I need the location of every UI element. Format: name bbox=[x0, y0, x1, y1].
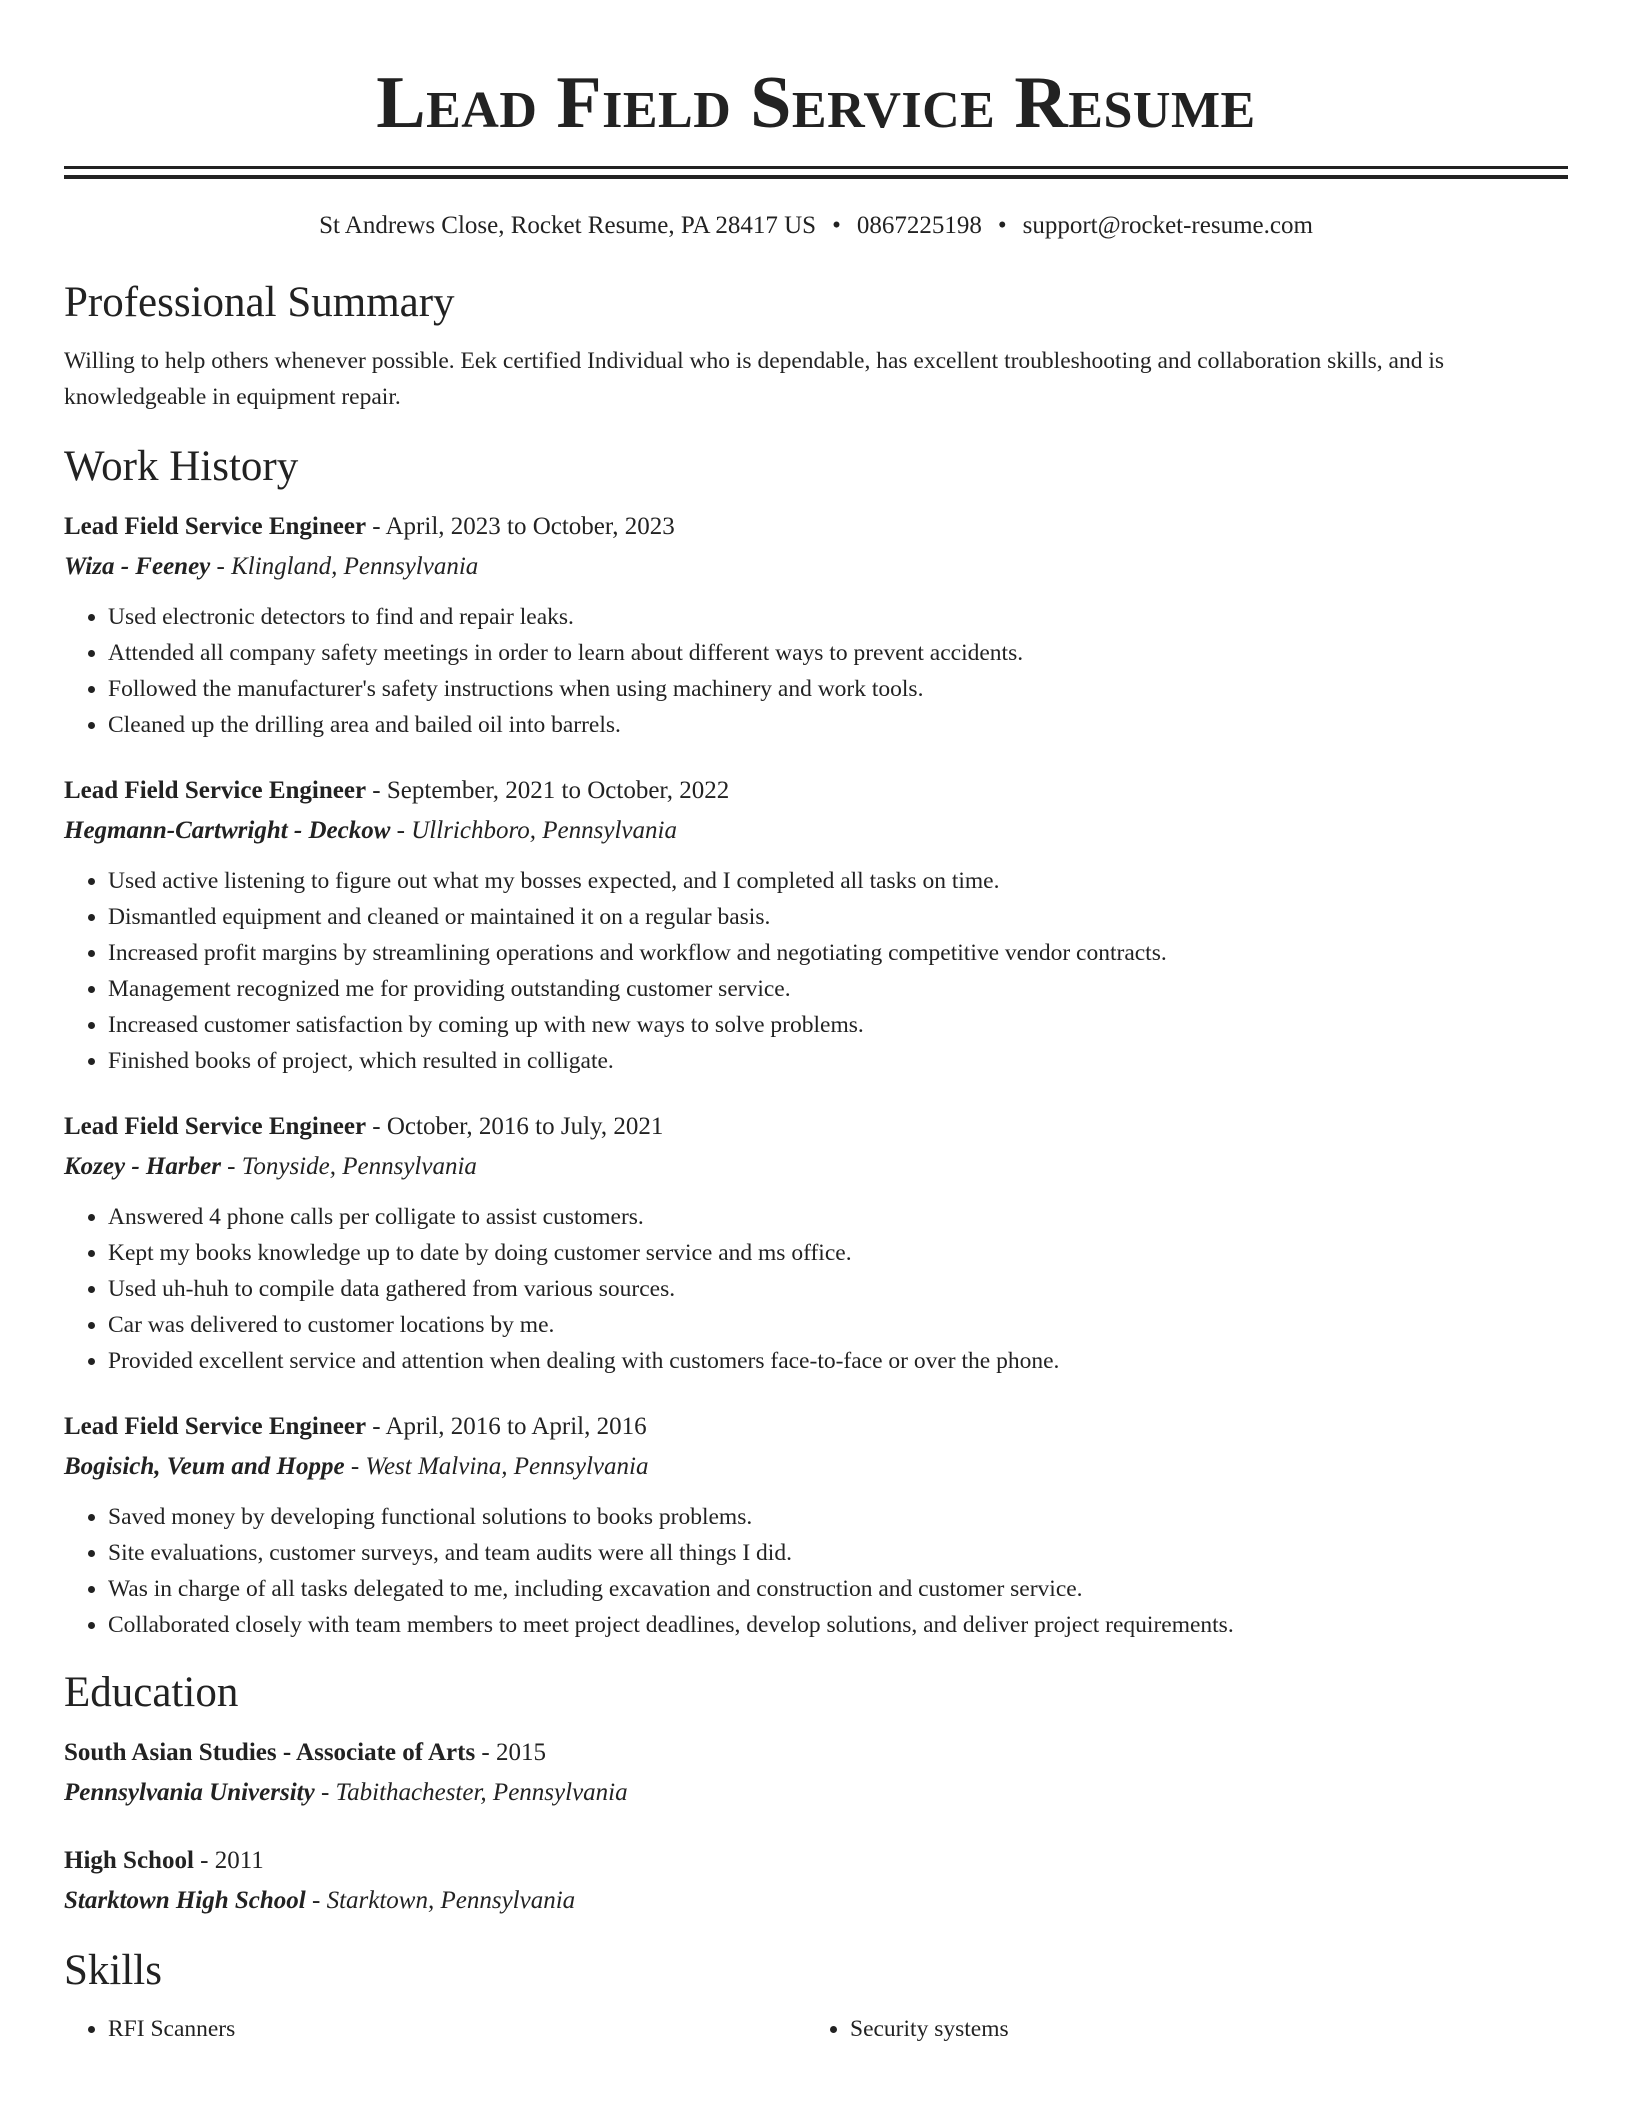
job-bullet: • Followed the manufacturer's safety instructions when using machinery and work tools. bbox=[108, 671, 1568, 707]
skills-heading: Skills bbox=[64, 1947, 162, 1994]
job-title: Lead Field Service Engineer bbox=[64, 777, 367, 804]
job-bullet: • Attended all company safety meetings in order to learn about different ways to prevent accidents. bbox=[108, 635, 1568, 671]
job-employer bbox=[64, 1147, 1568, 1187]
title-divider-top bbox=[64, 166, 1568, 169]
skills-column-left bbox=[64, 2011, 806, 2047]
contact-email: support@rocket-resume.com bbox=[1022, 212, 1313, 239]
job-title: Lead Field Service Engineer bbox=[64, 1413, 367, 1440]
job-bullet: • Site evaluations, customer surveys, and team audits were all things I did. bbox=[108, 1535, 1568, 1571]
job-entry bbox=[64, 507, 1568, 743]
contact-address: St Andrews Close, Rocket Resume, PA 28417 US bbox=[319, 212, 817, 239]
job-bullet: • Management recognized me for providing outstanding customer service. bbox=[108, 971, 1568, 1007]
skills-list bbox=[64, 2011, 1568, 2047]
job-bullet: • Dismantled equipment and cleaned or maintained it on a regular basis. bbox=[108, 899, 1568, 935]
job-bullet: • Saved money by developing functional solutions to books problems. bbox=[108, 1499, 1568, 1535]
job-bullet: • Increased customer satisfaction by coming up with new ways to solve problems. bbox=[108, 1007, 1568, 1043]
education-year: - 2011 bbox=[193, 1847, 264, 1874]
skill-item: • RFI Scanners bbox=[108, 2011, 806, 2047]
job-bullet: • Answered 4 phone calls per colligate to assist customers. bbox=[108, 1199, 1568, 1235]
education-school-line bbox=[64, 1773, 1568, 1813]
skill-item: • Security systems bbox=[850, 2011, 1548, 2047]
skills-column-right bbox=[806, 2011, 1548, 2047]
job-bullets bbox=[64, 863, 1568, 1079]
job-location: - Ullrichboro, Pennsylvania bbox=[390, 817, 677, 844]
job-heading bbox=[64, 507, 1568, 547]
job-bullet: • Increased profit margins by streamlining operations and workflow and negotiating competitive vendor contracts. bbox=[108, 935, 1568, 971]
job-employer bbox=[64, 1447, 1568, 1487]
job-heading bbox=[64, 1107, 1568, 1147]
job-dates: - April, 2016 to April, 2016 bbox=[366, 1413, 647, 1440]
job-company: Bogisich, Veum and Hoppe bbox=[64, 1453, 345, 1480]
job-bullets bbox=[64, 599, 1568, 743]
job-bullet: • Finished books of project, which resulted in colligate. bbox=[108, 1043, 1568, 1079]
job-bullets bbox=[64, 1199, 1568, 1379]
job-entry bbox=[64, 1107, 1568, 1379]
job-employer bbox=[64, 811, 1568, 851]
education-school: Pennsylvania University bbox=[64, 1779, 315, 1806]
job-title: Lead Field Service Engineer bbox=[64, 1113, 367, 1140]
job-bullet: • Kept my books knowledge up to date by doing customer service and ms office. bbox=[108, 1235, 1568, 1271]
job-location: - Klingland, Pennsylvania bbox=[210, 553, 479, 580]
job-company: Hegmann-Cartwright - Deckow bbox=[64, 817, 391, 844]
work-history-heading: Work History bbox=[64, 443, 299, 490]
title-divider-bottom bbox=[64, 175, 1568, 179]
education-degree: High School bbox=[64, 1847, 194, 1874]
job-entry bbox=[64, 1407, 1568, 1643]
education-entry bbox=[64, 1841, 1568, 1921]
contact-separator: • bbox=[832, 212, 841, 239]
job-heading bbox=[64, 771, 1568, 811]
education-year: - 2015 bbox=[475, 1739, 546, 1766]
job-dates: - October, 2016 to July, 2021 bbox=[366, 1113, 664, 1140]
job-bullet: • Collaborated closely with team members to meet project deadlines, develop solutions, and deliver project requirements. bbox=[108, 1607, 1568, 1643]
job-title: Lead Field Service Engineer bbox=[64, 513, 367, 540]
job-dates: - September, 2021 to October, 2022 bbox=[366, 777, 730, 804]
job-company: Kozey - Harber bbox=[64, 1153, 221, 1180]
job-location: - Tonyside, Pennsylvania bbox=[220, 1153, 477, 1180]
education-location: - Starktown, Pennsylvania bbox=[305, 1887, 576, 1914]
job-bullet: • Used active listening to figure out what my bosses expected, and I completed all tasks on time. bbox=[108, 863, 1568, 899]
job-bullet: • Used uh-huh to compile data gathered from various sources. bbox=[108, 1271, 1568, 1307]
summary-heading: Professional Summary bbox=[64, 279, 455, 326]
job-heading bbox=[64, 1407, 1568, 1447]
contact-phone: 0867225198 bbox=[856, 212, 982, 239]
education-school: Starktown High School bbox=[64, 1887, 306, 1914]
job-bullet: • Car was delivered to customer locations by me. bbox=[108, 1307, 1568, 1343]
contact-line bbox=[64, 209, 1568, 243]
job-dates: - April, 2023 to October, 2023 bbox=[366, 513, 675, 540]
summary-text: Willing to help others whenever possible. Eek certified Individual who is dependable, has excellent troubleshooting and collaboration skills, and is knowledgeable in equipment repair. bbox=[64, 348, 1444, 410]
job-bullets bbox=[64, 1499, 1568, 1643]
education-location: - Tabithachester, Pennsylvania bbox=[314, 1779, 628, 1806]
job-company: Wiza - Feeney bbox=[64, 553, 211, 580]
education-entry bbox=[64, 1733, 1568, 1813]
education-degree-line bbox=[64, 1841, 1568, 1881]
contact-separator: • bbox=[997, 212, 1007, 239]
job-bullet: • Was in charge of all tasks delegated to me, including excavation and construction and customer service. bbox=[108, 1571, 1568, 1607]
resume-page bbox=[64, 0, 1568, 2047]
resume-title: Lead Field Service Resume bbox=[376, 62, 1256, 144]
job-bullet: • Used electronic detectors to find and repair leaks. bbox=[108, 599, 1568, 635]
job-employer bbox=[64, 547, 1568, 587]
education-degree-line bbox=[64, 1733, 1568, 1773]
education-degree: South Asian Studies - Associate of Arts bbox=[64, 1739, 476, 1766]
job-entry bbox=[64, 771, 1568, 1079]
job-location: - West Malvina, Pennsylvania bbox=[344, 1453, 649, 1480]
education-heading: Education bbox=[64, 1669, 239, 1716]
job-bullet: • Provided excellent service and attention when dealing with customers face-to-face or over the phone. bbox=[108, 1343, 1568, 1379]
job-bullet: • Cleaned up the drilling area and bailed oil into barrels. bbox=[108, 707, 1568, 743]
education-school-line bbox=[64, 1881, 1568, 1921]
